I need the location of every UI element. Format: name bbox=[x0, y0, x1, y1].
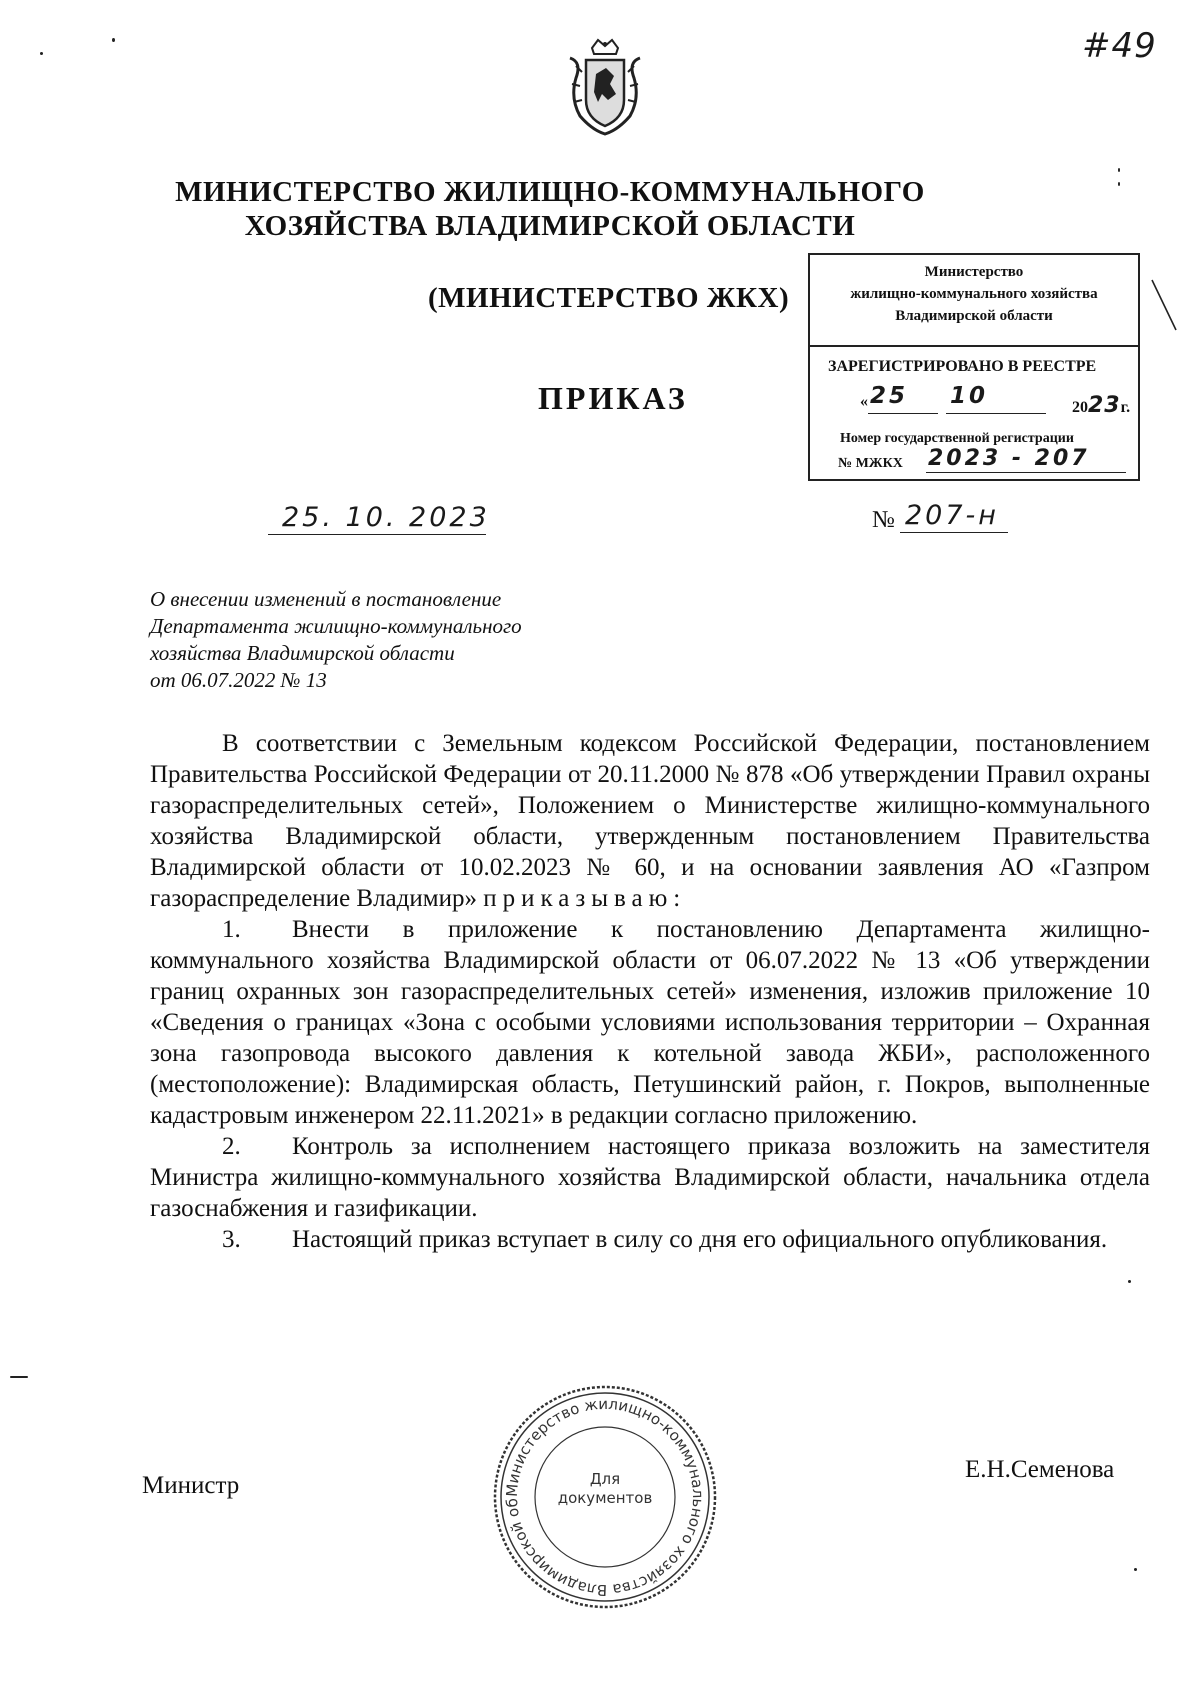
order-item-1 bbox=[150, 914, 1150, 1131]
seal-center-line2: документов bbox=[557, 1489, 653, 1507]
stamp-month: 10 bbox=[950, 383, 989, 409]
item-text: Настоящий приказ вступает в силу со дня его официального опубликования. bbox=[292, 1226, 1108, 1253]
stamp-org-line3: Владимирской области bbox=[895, 308, 1053, 324]
stamp-number bbox=[838, 446, 1138, 472]
order-number: 207-н bbox=[905, 500, 999, 531]
subject-line2: Департамента жилищно-коммунального bbox=[150, 614, 522, 638]
scan-speck bbox=[1134, 1568, 1137, 1571]
order-number-underline bbox=[900, 532, 1008, 533]
stamp-organization bbox=[810, 261, 1138, 327]
order-subject bbox=[150, 586, 650, 694]
item-text: Контроль за исполнением настоящего приказа возложить на заместителя Министра жилищно-коммунального хозяйства Владимирской области, начальника отдела газоснабжения и газификации. bbox=[150, 1133, 1150, 1222]
stamp-divider bbox=[810, 345, 1138, 347]
scan-speck bbox=[40, 52, 43, 55]
stamp-number-label: Номер государственной регистрации bbox=[840, 431, 1074, 446]
registration-stamp bbox=[808, 253, 1140, 481]
item-number: 3. bbox=[222, 1226, 241, 1253]
stamp-open-quote: « bbox=[860, 393, 868, 410]
seal-center-line1: Для bbox=[589, 1470, 621, 1488]
scan-speck bbox=[1118, 168, 1120, 172]
ministry-title bbox=[150, 175, 950, 243]
stamp-number-underline bbox=[926, 472, 1126, 473]
scan-speck bbox=[1128, 1280, 1131, 1283]
subject-line1: О внесении изменений в постановление bbox=[150, 587, 502, 611]
scan-speck bbox=[10, 1376, 28, 1378]
stamp-org-line1: Министерство bbox=[924, 264, 1024, 280]
stamp-year-unit: г. bbox=[1120, 399, 1131, 416]
order-body bbox=[150, 728, 1150, 1255]
handwritten-page-number: #49 bbox=[1082, 26, 1157, 66]
stamp-day: 25 bbox=[870, 383, 909, 409]
stamp-year bbox=[1072, 393, 1130, 418]
subject-line3: хозяйства Владимирской области bbox=[150, 641, 455, 665]
coat-of-arms-icon bbox=[562, 38, 648, 138]
document-type: ПРИКАЗ bbox=[538, 380, 688, 416]
signer-title: Министр bbox=[142, 1472, 240, 1499]
order-number-label: № bbox=[872, 507, 895, 533]
order-item-3 bbox=[150, 1224, 1150, 1255]
order-word: приказываю: bbox=[483, 885, 687, 912]
seal-ring-text: Министерство жилищно-коммунального хозяйства Владимирской об bbox=[502, 1394, 708, 1600]
item-number: 2. bbox=[222, 1133, 241, 1160]
seal-center-text bbox=[490, 1470, 720, 1508]
scan-speck bbox=[1118, 182, 1120, 186]
stamp-day-underline bbox=[868, 413, 938, 414]
order-item-2 bbox=[150, 1131, 1150, 1224]
stamp-registered-label: ЗАРЕГИСТРИРОВАНО В РЕЕСТРЕ bbox=[828, 358, 1097, 375]
order-date-underline bbox=[268, 534, 486, 535]
stamp-year-prefix: 20 bbox=[1072, 399, 1088, 416]
ministry-title-line2: ХОЗЯЙСТВА ВЛАДИМИРСКОЙ ОБЛАСТИ bbox=[244, 210, 856, 242]
item-text: Внести в приложение к постановлению Департамента жилищно-коммунального хозяйства Владимирской области от 06.07.2022 № 13 «Об утверждении границ охранных зон газораспределительных сетей» изменения, изложив приложение 10 «Сведения о границах «Зона с особыми условиями использования территории – Охранная зона газопровода высокого давления к котельной завода ЖБИ», расположенного (местоположение): Владимирская область, Петушинский район, г. Покров, выполненные кадастровым инженером 22.11.2021» в редакции согласно приложению. bbox=[150, 916, 1150, 1129]
official-seal bbox=[490, 1382, 720, 1612]
stamp-number-prefix: № МЖКХ bbox=[838, 456, 903, 471]
stamp-number-value: 2023 - 207 bbox=[928, 446, 1090, 471]
preamble-paragraph bbox=[150, 728, 1150, 914]
ministry-short-name: (МИНИСТЕРСТВО ЖКХ) bbox=[428, 282, 790, 314]
stamp-year-suffix: 23 bbox=[1088, 393, 1121, 418]
stamp-mark-stroke bbox=[1150, 278, 1180, 334]
subject-line4: от 06.07.2022 № 13 bbox=[150, 668, 327, 692]
signer-name: Е.Н.Семенова bbox=[965, 1456, 1115, 1483]
order-date: 25. 10. 2023 bbox=[282, 502, 490, 533]
stamp-month-underline bbox=[946, 413, 1046, 414]
item-number: 1. bbox=[222, 916, 241, 943]
preamble-text: В соответствии с Земельным кодексом Российской Федерации, постановлением Правительства Российской Федерации от 20.11.2000 № 878 «Об утверждении Правил охраны газораспределительных сетей», Положением о Министерстве жилищно-коммунального хозяйства Владимирской области, утвержденным постановлением Правительства Владимирской области от 10.02.2023 № 60, и на основании заявления АО «Газпром газораспределение Владимир» bbox=[150, 730, 1150, 912]
stamp-org-line2: жилищно-коммунального хозяйства bbox=[850, 286, 1098, 302]
ministry-title-line1: МИНИСТЕРСТВО ЖИЛИЩНО-КОММУНАЛЬНОГО bbox=[175, 176, 925, 208]
scan-speck bbox=[112, 38, 115, 42]
